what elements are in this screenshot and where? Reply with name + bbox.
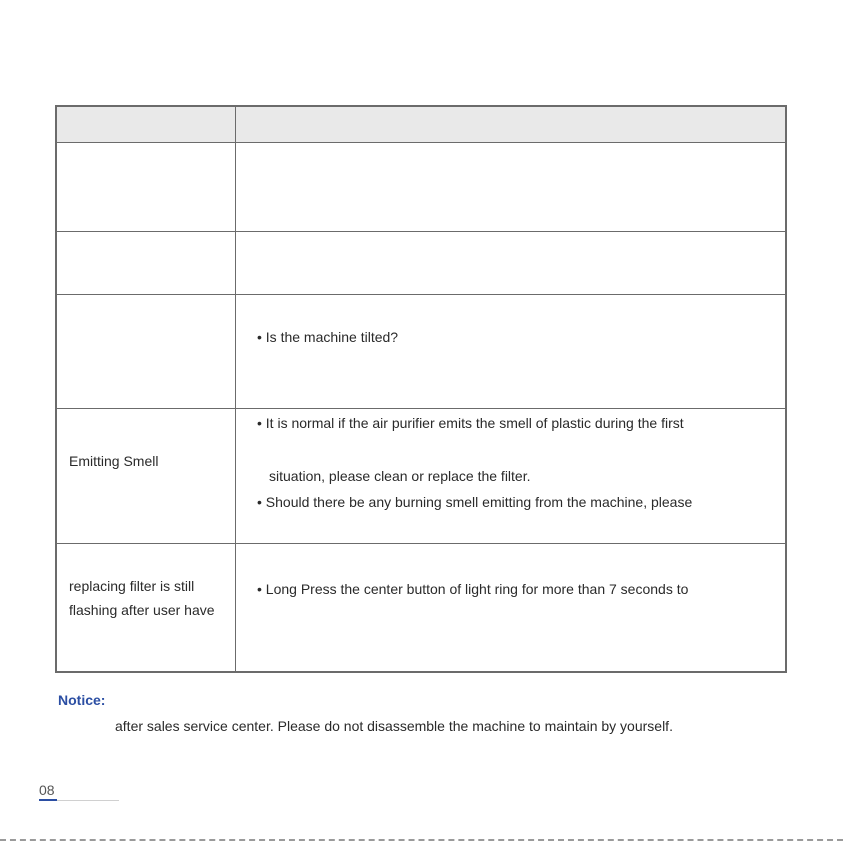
notice-text: after sales service center. Please do not disassemble the machine to maintain by yourself. bbox=[115, 718, 673, 734]
solution-line: • Should there be any burning smell emitting from the machine, please bbox=[257, 491, 692, 513]
problem-label: Emitting Smell bbox=[69, 453, 159, 469]
problem-label: replacing filter is still bbox=[69, 578, 195, 594]
column-divider bbox=[235, 107, 236, 671]
page-bottom-divider bbox=[0, 839, 843, 841]
table-row bbox=[57, 232, 785, 295]
page-number: 08 bbox=[39, 782, 55, 798]
solution-line: • Long Press the center button of light ring for more than 7 seconds to bbox=[257, 578, 688, 600]
table-header-row bbox=[57, 107, 785, 143]
table-row bbox=[57, 295, 785, 409]
solution-line: situation, please clean or replace the filter. bbox=[269, 468, 531, 484]
solution-line: • Is the machine tilted? bbox=[257, 326, 398, 348]
notice-title: Notice: bbox=[58, 692, 106, 708]
problem-label: flashing after user have bbox=[69, 602, 215, 618]
table-row bbox=[57, 544, 785, 673]
table-row bbox=[57, 143, 785, 232]
table-row bbox=[57, 409, 785, 544]
page-number-accent bbox=[39, 799, 57, 801]
troubleshooting-table bbox=[55, 105, 787, 673]
solution-line: • It is normal if the air purifier emits the smell of plastic during the first bbox=[257, 412, 684, 434]
